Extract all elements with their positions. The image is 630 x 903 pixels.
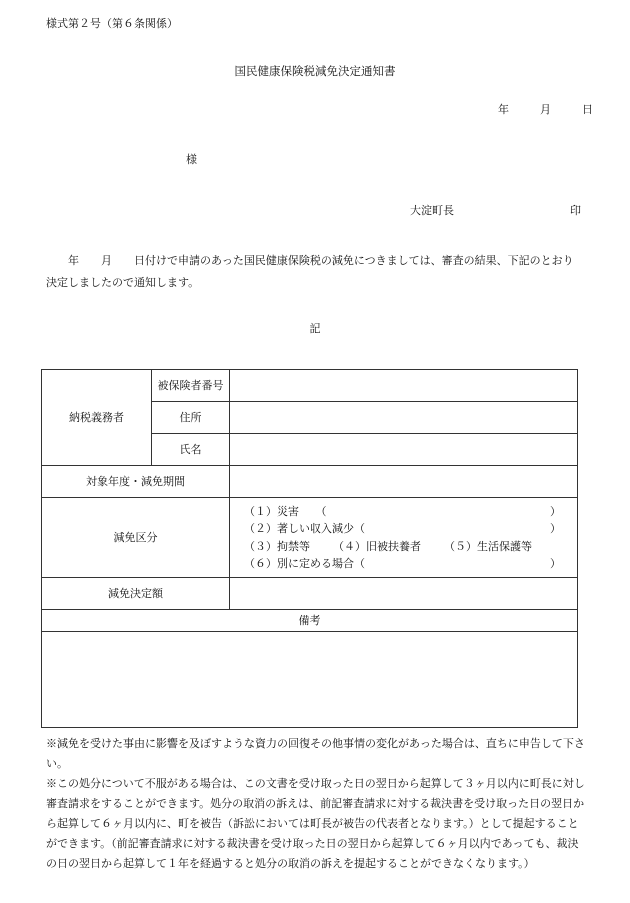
- decision-table: [41, 369, 578, 728]
- form-number-label: 様式第２号（第６条関係）: [46, 17, 178, 30]
- close-paren: ）: [550, 557, 561, 570]
- date-year-label: 年: [498, 103, 509, 116]
- amount-field: [230, 578, 578, 610]
- issue-date: [498, 104, 593, 115]
- date-day-label: 日: [582, 103, 593, 116]
- category-options: [230, 498, 578, 578]
- period-field: [230, 466, 578, 498]
- notes-section: [46, 734, 586, 874]
- note-appeal-rights: ※この処分について不服がある場合は、この文書を受け取った日の翌日から起算して３ヶ月以内に町長に対し審査請求をすることができます。処分の取消の訴えは、前記審査請求に対する裁決書を受け取った日の翌日から起算して６ヶ月以内に、町を被告（訴訟においては町長が被告の代表者となります。）として提起することができます。（前記審査請求に対する裁決書を受け取った日の翌日から起算して６ヶ月以内であっても、裁決の日の翌日から起算して１年を経過すると処分の取消の訴えを提起することができなくなります。）: [46, 777, 585, 870]
- insured-number-label: 被保険者番号: [152, 370, 230, 402]
- date-month-label: 月: [540, 103, 551, 116]
- close-paren: ）: [550, 522, 561, 535]
- option-disaster: [244, 503, 577, 521]
- option-other: [244, 555, 577, 573]
- period-label: 対象年度・減免期間: [42, 466, 230, 498]
- name-label: 氏名: [152, 434, 230, 466]
- remarks-field: [42, 632, 578, 728]
- option-former-dependent: （４）旧被扶養者: [333, 539, 421, 553]
- insured-number-field: [230, 370, 578, 402]
- intro-paragraph: 年 月 日付けで申請のあった国民健康保険税の減免につきましては、審査の結果、下記のとおり決定しましたので通知します。: [46, 254, 574, 289]
- remarks-label: 備考: [42, 610, 578, 632]
- option-income-decrease: [244, 520, 577, 538]
- option-welfare: （５）生活保護等: [444, 539, 532, 553]
- option-detention: （３）拘禁等: [244, 539, 310, 553]
- document-title: 国民健康保険税減免決定通知書: [234, 64, 396, 78]
- address-label: 住所: [152, 402, 230, 434]
- recipient-honorific: 様: [186, 153, 197, 166]
- name-field: [230, 434, 578, 466]
- option-row-3: [244, 538, 577, 556]
- amount-label: 減免決定額: [42, 578, 230, 610]
- issuer-name: 大淀町長: [410, 204, 454, 217]
- option-income-decrease-label: （２）著しい収入減少（: [244, 522, 365, 535]
- close-paren: ）: [550, 504, 561, 518]
- address-field: [230, 402, 578, 434]
- note-report-change: ※減免を受けた事由に影響を及ぼすような資力の回復その他事情の変化があった場合は、直ちに申告して下さい。: [46, 737, 585, 770]
- ki-heading: 記: [309, 322, 321, 335]
- option-disaster-label: （１）災害 （: [244, 504, 327, 518]
- taxpayer-label: 納税義務者: [42, 370, 152, 466]
- option-other-label: （６）別に定める場合（: [244, 557, 365, 570]
- category-label: 減免区分: [42, 498, 230, 578]
- seal-mark: 印: [570, 204, 581, 217]
